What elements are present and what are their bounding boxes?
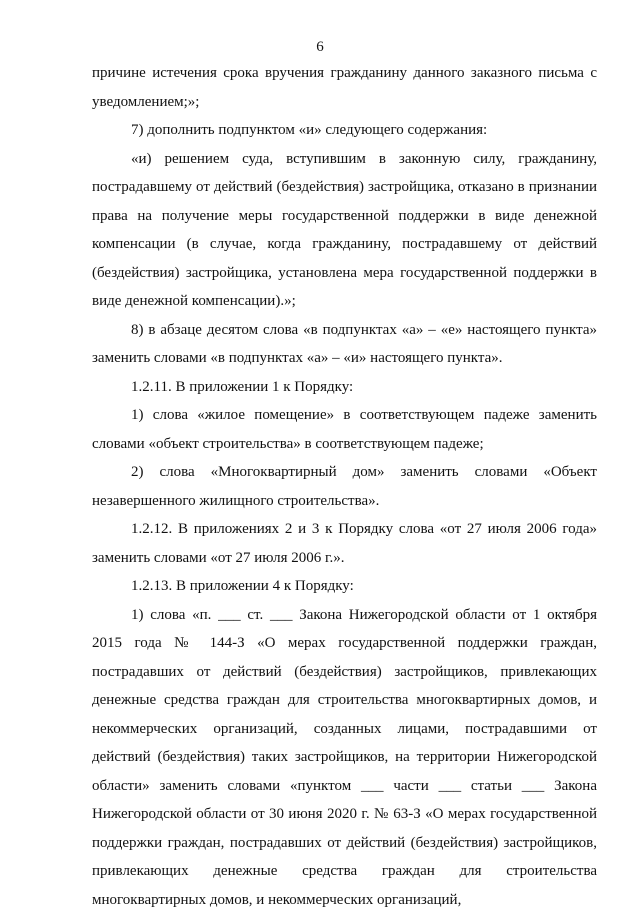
paragraph-subitem-i: «и) решением суда, вступившим в законную силу, гражданину, пострадавшему от действий (бездействия) застройщика, отказано в признании права на получение меры государственной поддержки в виде денежной компенсации (в случае, когда гражданину, пострадавшему от действий (бездействия) застройщика, установлена мера государственной поддержки в виде денежной компенсации).»; — [92, 145, 597, 316]
paragraph-1-2-11-item-1: 1) слова «жилое помещение» в соответствующем падеже заменить словами «объект строительства» в соответствующем падеже; — [92, 401, 597, 458]
paragraph-1-2-13-item-1: 1) слова «п. ___ ст. ___ Закона Нижегородской области от 1 октября 2015 года № 144-З «О мерах государственной поддержки граждан, пострадавших от действий (бездействия) застройщиков, привлекающих денежные средства граждан для строительства многоквартирных домов, и некоммерческих организаций, созданных лицами, пострадавшими от действий (бездействия) таких застройщиков, на территории Нижегородской области» заменить словами «пунктом ___ части ___ статьи ___ Закона Нижегородской области от 30 июня 2020 г. № 63-З «О мерах государственной поддержки граждан, пострадавших от действий (бездействия) застройщиков, привлекающих денежные средства граждан для строительства многоквартирных домов, и некоммерческих организаций, — [92, 601, 597, 914]
page-number: 6 — [0, 38, 640, 56]
paragraph-1-2-13: 1.2.13. В приложении 4 к Порядку: — [92, 572, 597, 601]
paragraph-1-2-11: 1.2.11. В приложении 1 к Порядку: — [92, 373, 597, 402]
paragraph-continuation: причине истечения срока вручения гражданину данного заказного письма с уведомлением;»; — [92, 59, 597, 116]
paragraph-1-2-12: 1.2.12. В приложениях 2 и 3 к Порядку слова «от 27 июля 2006 года» заменить словами «от 27 июля 2006 г.». — [92, 515, 597, 572]
paragraph-1-2-11-item-2: 2) слова «Многоквартирный дом» заменить словами «Объект незавершенного жилищного строительства». — [92, 458, 597, 515]
paragraph-item-8: 8) в абзаце десятом слова «в подпунктах «а» – «е» настоящего пункта» заменить словами «в подпунктах «а» – «и» настоящего пункта». — [92, 316, 597, 373]
paragraph-item-7: 7) дополнить подпунктом «и» следующего содержания: — [92, 116, 597, 145]
document-body — [92, 59, 597, 914]
